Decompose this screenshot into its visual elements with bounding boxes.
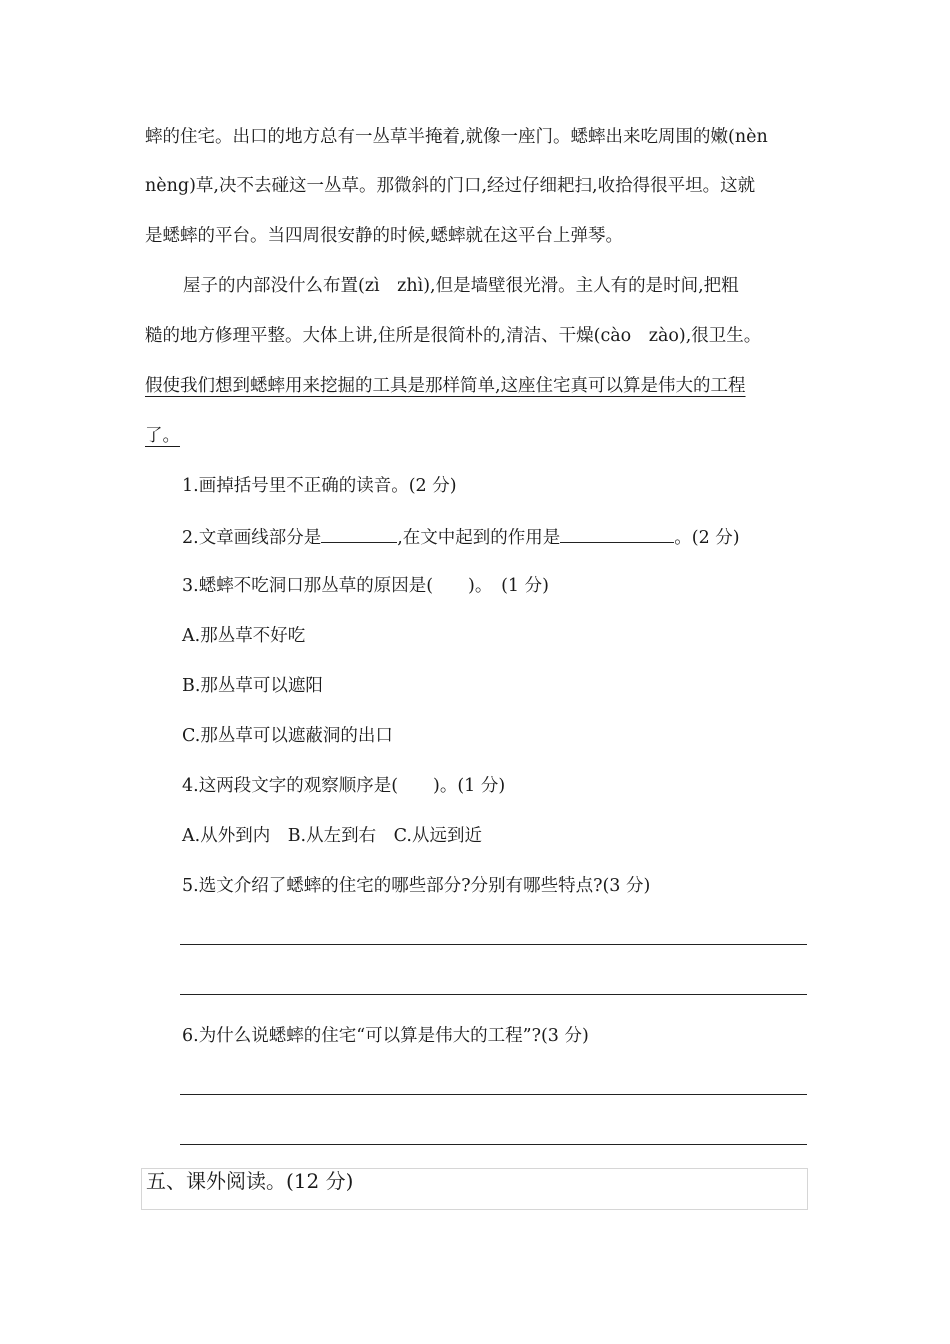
answer-line-6b[interactable] [180,1144,807,1145]
question-3-option-b: B.那丛草可以遮阳 [182,676,323,696]
question-4: 4.这两段文字的观察顺序是( )。(1 分) [182,776,506,796]
answer-line-6a[interactable] [180,1094,807,1095]
question-5: 5.选文介绍了蟋蟀的住宅的哪些部分?分别有哪些特点?(3 分) [182,876,651,896]
passage-line-3: 是蟋蟀的平台。当四周很安静的时候,蟋蟀就在这平台上弹琴。 [145,226,624,246]
passage-line-1: 蟀的住宅。出口的地方总有一丛草半掩着,就像一座门。蟋蟀出来吃周围的嫩(nèn [145,127,768,147]
question-3: 3.蟋蟀不吃洞口那丛草的原因是( )。 (1 分) [182,576,549,596]
underlined-passage-line-1: 假使我们想到蟋蟀用来挖掘的工具是那样简单,这座住宅真可以算是伟大的工程 [145,376,746,396]
question-2 [182,524,740,550]
answer-line-5a[interactable] [180,944,807,945]
section-title: 五、课外阅读。(12 分) [146,1169,354,1193]
passage-line-5: 糙的地方修理平整。大体上讲,住所是很简朴的,清洁、干燥(cào zào),很卫生。 [145,326,762,346]
question-2-part-1: 2.文章画线部分是 [182,528,322,548]
question-1: 1.画掉括号里不正确的读音。(2 分) [182,476,457,496]
question-2-blank-2[interactable] [560,524,674,543]
question-6: 6.为什么说蟋蟀的住宅“可以算是伟大的工程”?(3 分) [182,1026,589,1046]
question-2-part-3: 。(2 分) [674,528,740,548]
question-2-part-2: ,在文中起到的作用是 [397,528,561,548]
question-3-option-a: A.那丛草不好吃 [182,626,306,646]
answer-line-5b[interactable] [180,994,807,995]
question-2-blank-1[interactable] [321,524,397,543]
passage-line-4: 屋子的内部没什么布置(zì zhì),但是墙壁很光滑。主人有的是时间,把粗 [183,276,739,296]
underlined-passage-line-2: 了。 [145,426,180,446]
question-4-options: A.从外到内 B.从左到右 C.从远到近 [182,826,482,846]
passage-line-2: nèng)草,决不去碰这一丛草。那微斜的门口,经过仔细耙扫,收拾得很平坦。这就 [145,176,756,196]
question-3-option-c: C.那丛草可以遮蔽洞的出口 [182,726,393,746]
